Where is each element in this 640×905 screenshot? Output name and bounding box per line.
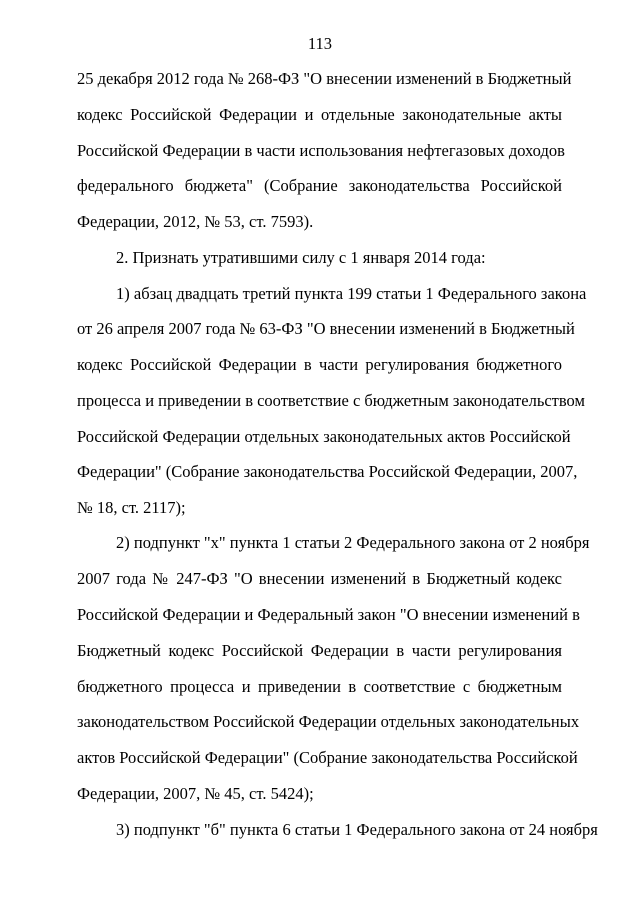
- text-line: Российской Федерации и Федеральный закон "О внесении изменений в: [77, 605, 580, 624]
- text-line: кодекс Российской Федерации и отдельные законодательные акты: [77, 105, 562, 124]
- text-line: 2) подпункт "х" пункта 1 статьи 2 Федерального закона от 2 ноября: [116, 533, 590, 552]
- text-line: Федерации" (Собрание законодательства Российской Федерации, 2007,: [77, 462, 578, 481]
- text-line: бюджетного процесса и приведении в соответствие с бюджетным: [77, 677, 562, 696]
- text-line: № 18, ст. 2117);: [77, 498, 186, 517]
- page-number: 113: [307, 34, 333, 53]
- text-line: Федерации, 2012, № 53, ст. 7593).: [77, 212, 314, 231]
- text-line: от 26 апреля 2007 года № 63-ФЗ "О внесении изменений в Бюджетный: [77, 319, 575, 338]
- text-line: актов Российской Федерации" (Собрание законодательства Российской: [77, 748, 578, 767]
- text-line: Бюджетный кодекс Российской Федерации в части регулирования: [77, 641, 562, 660]
- text-line: кодекс Российской Федерации в части регулирования бюджетного: [77, 355, 562, 374]
- text-line: 3) подпункт "б" пункта 6 статьи 1 Федерального закона от 24 ноября: [116, 820, 598, 839]
- text-line: 2. Признать утратившими силу с 1 января 2014 года:: [116, 248, 486, 267]
- text-line: 2007 года № 247-ФЗ "О внесении изменений в Бюджетный кодекс: [77, 569, 562, 588]
- text-line: 25 декабря 2012 года № 268-ФЗ "О внесении изменений в Бюджетный: [77, 69, 572, 88]
- text-line: Федерации, 2007, № 45, ст. 5424);: [77, 784, 314, 803]
- text-line: Российской Федерации отдельных законодательных актов Российской: [77, 427, 571, 446]
- text-line: законодательством Российской Федерации отдельных законодательных: [77, 712, 580, 731]
- text-line: Российской Федерации в части использования нефтегазовых доходов: [77, 141, 565, 160]
- text-line: процесса и приведении в соответствие с бюджетным законодательством: [77, 391, 585, 410]
- text-line: федерального бюджета" (Собрание законодательства Российской: [77, 176, 562, 195]
- text-line: 1) абзац двадцать третий пункта 199 статьи 1 Федерального закона: [116, 284, 587, 303]
